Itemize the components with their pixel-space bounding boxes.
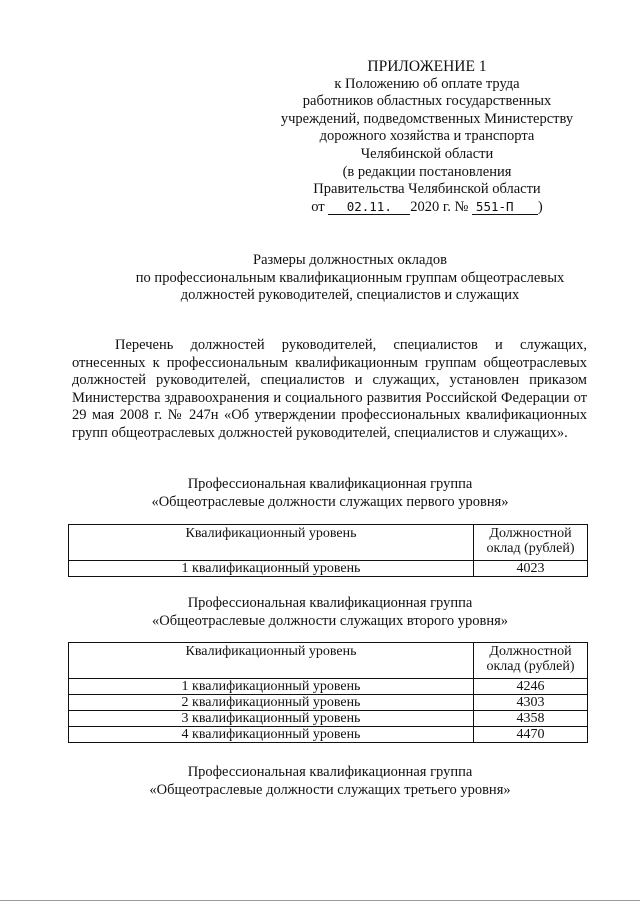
resolution-number-field: 551-П: [472, 200, 538, 215]
level-cell: 1 квалификационный уровень: [69, 679, 474, 695]
header-salary-line: Должностной: [489, 526, 572, 541]
group-caption-line: Профессиональная квалификационная группа: [187, 764, 473, 780]
header-level: Квалификационный уровень: [69, 643, 474, 679]
header-salary-line: оклад (рублей): [486, 659, 575, 674]
title-line: должностей руководителей, специалистов и служащих: [180, 287, 520, 304]
date-prefix: от: [311, 198, 325, 215]
header-salary-line: Должностной: [489, 644, 572, 659]
title-line: по профессиональным квалификационным группам общеотраслевых: [135, 269, 565, 286]
close-paren: ): [537, 198, 543, 215]
appendix-line: к Положению об оплате труда: [334, 75, 520, 92]
level-cell: 1 квалификационный уровень: [69, 561, 474, 577]
table-header-row: [69, 525, 588, 561]
group-2-salary-table: [68, 642, 588, 743]
appendix-line: Правительства Челябинской области: [313, 181, 541, 198]
table-header-row: [69, 643, 588, 679]
salary-cell: 4470: [474, 727, 588, 743]
group-1-caption: [80, 475, 580, 511]
salary-cell: 4023: [474, 561, 588, 577]
page-bottom-edge: [0, 900, 640, 901]
group-caption-line: «Общеотраслевые должности служащих первого уровня»: [151, 494, 509, 510]
appendix-line: дорожного хозяйства и транспорта: [319, 128, 535, 145]
appendix-line: Челябинской области: [360, 145, 494, 162]
appendix-block: [262, 58, 592, 216]
header-level: Квалификационный уровень: [69, 525, 474, 561]
group-caption-line: «Общеотраслевые должности служащих третьего уровня»: [149, 782, 511, 798]
salary-cell: 4246: [474, 679, 588, 695]
title-line: Размеры должностных окладов: [253, 252, 447, 268]
header-salary: [474, 643, 588, 679]
group-3-caption: [80, 763, 580, 799]
date-field: 02.11.: [328, 200, 410, 215]
header-salary-line: оклад (рублей): [486, 541, 575, 556]
appendix-line: (в редакции постановления: [342, 163, 512, 180]
salary-cell: 4358: [474, 711, 588, 727]
group-caption-line: Профессиональная квалификационная группа: [187, 595, 473, 611]
appendix-line: работников областных государственных: [302, 93, 552, 110]
table-row: [69, 695, 588, 711]
salary-cell: 4303: [474, 695, 588, 711]
resolution-dateline: [262, 199, 592, 217]
table-row: [69, 727, 588, 743]
table-row: [69, 711, 588, 727]
group-caption-line: «Общеотраслевые должности служащих второго уровня»: [151, 613, 509, 629]
group-2-caption: [80, 594, 580, 630]
appendix-heading: ПРИЛОЖЕНИЕ 1: [367, 58, 487, 75]
table-row: [69, 561, 588, 577]
appendix-line: учреждений, подведомственных Министерству: [280, 110, 574, 127]
intro-paragraph: Перечень должностей руководителей, специалистов и служащих, отнесенных к профессиональным квалификационным группам общеотраслевых должностей руководителей, специалистов и служащих, установлен приказом Министерства здравоохранения и социального развития Российской Федерации от 29 мая 2008 г. № 247н «Об утверждении профессиональных квалификационных групп общеотраслевых должностей руководителей, специалистов и служащих».: [72, 337, 587, 441]
level-cell: 4 квалификационный уровень: [69, 727, 474, 743]
header-salary: [474, 525, 588, 561]
level-cell: 2 квалификационный уровень: [69, 695, 474, 711]
table-row: [69, 679, 588, 695]
year-number-label: 2020 г. №: [410, 198, 469, 215]
group-caption-line: Профессиональная квалификационная группа: [187, 476, 473, 492]
group-1-salary-table: [68, 524, 588, 577]
document-title: [60, 252, 640, 305]
level-cell: 3 квалификационный уровень: [69, 711, 474, 727]
